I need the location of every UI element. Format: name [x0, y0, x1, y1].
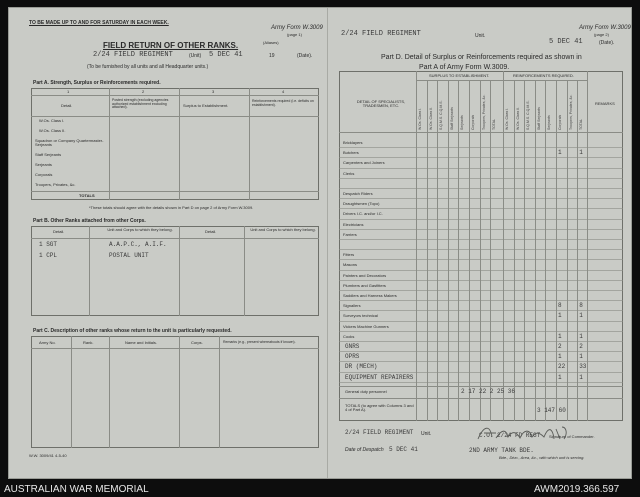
part-a-row: W.Os. Class I. — [39, 118, 65, 123]
part-b-head-detail-2: Detail. — [205, 229, 217, 234]
form-title: FIELD RETURN OF OTHER RANKS. — [103, 41, 239, 50]
part-d-row-label: EQUIPMENT REPAIRERS — [345, 373, 414, 381]
part-d-totals-label: TOTALS (to agree with Columns 3 and 4 of Part A). — [345, 403, 414, 412]
return-date: 5 DEC 41 — [209, 51, 243, 59]
part-d-row-value: 1 — [558, 312, 562, 320]
part-a-row: Squadron or Company Quartermaster-Serjeants — [35, 138, 104, 147]
part-a-head-posted: Posted strength (excluding agencies authorized establishment excluding attached). — [112, 98, 169, 109]
part-d-row-value: 1 — [558, 373, 562, 381]
part-d-row-label: Electricians — [343, 221, 364, 227]
grid-column-line — [427, 80, 428, 421]
part-a-row: Serjeants — [35, 162, 52, 167]
date-label: (Date). — [297, 53, 313, 59]
attached-unit: A.A.P.C., A.I.F. — [109, 241, 167, 248]
part-b-title: Part B. Other Ranks attached from other Corps. — [33, 218, 146, 224]
furnish-note: (To be furnished by all units and all Headquarter units.) — [87, 64, 209, 70]
signoff-co-label: Signature of Commander. — [549, 434, 595, 439]
part-d-row-label: DR (MECH) — [345, 363, 378, 371]
surplus-rank-header: W.Os. Class II. — [428, 106, 433, 130]
part-d-row-value: 8 — [579, 302, 583, 310]
part-d-row-label: Draughtsmen (Topo) — [343, 201, 380, 207]
grid-column-line — [469, 80, 470, 421]
general-duty-label: General duty personnel — [345, 389, 387, 394]
unit-label-right: Unit. — [475, 33, 486, 39]
part-d-row-value: 1 — [579, 373, 583, 381]
part-d-row-label: Bricklayers — [343, 140, 363, 145]
part-d-row-label: Masons — [343, 262, 358, 268]
grid-column-line — [437, 80, 438, 421]
part-c-head-corps: Corps. — [191, 340, 203, 345]
reinf-rank-header: Staff Serjeants — [536, 107, 541, 130]
part-a-head-detail: Detail. — [61, 103, 73, 108]
part-d-row-value: 1 — [558, 353, 562, 361]
grid-row-line — [339, 229, 623, 230]
grid-row-line — [339, 280, 623, 281]
part-d-remarks-head: REMARKS — [595, 101, 615, 106]
reinf-rank-header: W.Os. Class I. — [505, 107, 509, 130]
part-d-row-value: 22 — [558, 363, 566, 371]
part-a-head-surplus: Surplus to Establishment. — [183, 103, 229, 108]
grid-row-line — [339, 259, 623, 260]
part-d-row-label: Clerks — [343, 170, 355, 176]
part-d-row-label: OPRS — [345, 353, 360, 361]
part-a-col-1: 1 — [67, 89, 70, 94]
surplus-rank-header: Corporals — [471, 114, 475, 130]
grid-row-line — [339, 178, 623, 179]
form-number-right: Army Form W.3009 — [579, 25, 631, 31]
grid-row-line — [339, 290, 623, 291]
general-duty-values: 2 17 22 2 25 36 — [461, 388, 516, 395]
grid-row-line — [339, 351, 623, 352]
part-d-row-label: Butchers — [343, 150, 359, 156]
part-d-row-value: 1 — [579, 332, 583, 340]
part-d-row-label: Carpenters and Joiners — [343, 160, 385, 166]
part-a-col-2: 2 — [142, 89, 145, 94]
grid-row-line — [339, 310, 623, 311]
part-a-totals-label: TOTALS — [79, 193, 95, 198]
part-d-row-value: 8 — [558, 302, 562, 310]
dispatch-date: 5 DEC 41 — [389, 446, 418, 453]
grid-column-line — [458, 80, 459, 421]
surplus-rank-header: Serjeants — [460, 115, 465, 130]
part-d-row-label: Drivers I.C. and/or I.C. — [343, 211, 383, 217]
part-d-row-label: Signallers — [343, 303, 361, 309]
grid-row-line — [339, 372, 623, 373]
part-c-head-rank: Rank. — [83, 340, 94, 345]
grid-row-line — [339, 188, 623, 189]
grid-column-line — [535, 80, 536, 421]
part-a-note: *These totals should agree with the details shown in Part D on page 2 of Army Form W.3009. — [89, 205, 254, 210]
part-a-col-3: 3 — [212, 89, 215, 94]
part-c-head-name: Name and Initials. — [125, 340, 158, 345]
form-sheet — [8, 7, 632, 479]
signoff-co: C.O. 2/24 FD REGT — [479, 432, 541, 439]
part-d-surplus-head: SURPLUS TO ESTABLISHMENT. — [429, 73, 490, 78]
part-d-row-value: 1 — [558, 149, 562, 157]
part-d-row-label: Surveyors technical — [343, 313, 378, 319]
grid-row-line — [339, 157, 623, 158]
reinf-rank-header: Troopers, Privates, &c. — [568, 94, 573, 130]
grid-column-line — [567, 80, 568, 421]
part-c-head-army-no: Army No. — [39, 340, 56, 345]
grid-column-line — [514, 80, 515, 421]
part-a-row: Staff Serjeants — [35, 152, 62, 157]
part-b-head-unit-2: Unit and Corps to which they belong. — [250, 227, 316, 232]
attached-detail: 1 SGT — [39, 241, 58, 248]
serving-with-label: Bde., Divn., Area, &c., with which unit is serving. — [499, 455, 585, 460]
grid-column-line — [524, 80, 525, 421]
part-d-row-value: 2 — [579, 343, 583, 350]
surplus-rank-header: Staff Serjeants — [449, 107, 454, 130]
unit-name: 2/24 FIELD REGIMENT — [93, 51, 173, 59]
grid-row-line — [339, 382, 623, 383]
page-number-right: (page 2) — [594, 32, 609, 37]
grid-column-line — [490, 80, 491, 421]
grid-row-line — [339, 341, 623, 342]
footer-institution: AUSTRALIAN WAR MEMORIAL — [4, 484, 149, 495]
part-d-row-label: Vickers Machine Gunners — [343, 323, 389, 329]
part-d-row-value: 1 — [579, 353, 583, 361]
reinf-rank-header: Corporals — [558, 114, 562, 130]
part-d-title: Part D. Detail of Surplus or Reinforcements required as shown in — [381, 54, 582, 61]
grid-row-line — [339, 270, 623, 271]
part-a-col-4: 4 — [282, 89, 285, 94]
surplus-rank-header: W.Os. Class I. — [418, 107, 422, 130]
part-d-row-label: Despatch Riders — [343, 191, 373, 196]
surplus-rank-header: Troopers, Privates, &c. — [481, 94, 486, 130]
part-b-head-unit: Unit and Corps to which they belong. — [107, 227, 173, 232]
archive-footer — [0, 483, 640, 497]
part-a-row: Troopers, Privates, &c. — [35, 182, 76, 187]
page-number-left: (page 1) — [287, 32, 302, 37]
dispatch-label: Date of Despatch — [345, 447, 384, 453]
grid-column-line — [480, 80, 481, 421]
part-d-detail-head: DETAIL OF SPECIALISTS, TRADESMEN, ETC. — [356, 99, 406, 108]
grid-row-line — [339, 331, 623, 332]
part-d-totals-values: 3 147 60 — [537, 407, 566, 414]
attached-unit: POSTAL UNIT — [109, 252, 149, 259]
grid-column-line — [545, 80, 546, 421]
part-d-row-label: Plumbers and Gasfitters — [343, 282, 386, 288]
part-d-row-label: Farriers — [343, 231, 357, 237]
part-d-title-2: Part A of Army Form W.3009. — [419, 64, 510, 71]
part-d-row-label: Painters and Decorators — [343, 272, 387, 278]
serving-with: 2ND ARMY TANK BDE. — [469, 447, 534, 454]
grid-row-line — [339, 239, 623, 240]
grid-row-line — [339, 249, 623, 250]
part-d-row-label: Saddlers and Harness Makers — [343, 293, 397, 298]
reinf-rank-header: S.Q.M.S. C.Q.M.S. — [526, 100, 531, 130]
grid-row-line — [339, 300, 623, 301]
attached-detail: 1 CPL — [39, 252, 58, 259]
signoff-unit-label: Unit. — [421, 431, 432, 437]
grid-column-line — [577, 80, 578, 421]
grid-row-line — [339, 321, 623, 322]
part-d-row-label: Cooks — [343, 333, 355, 339]
part-c-title: Part C. Description of other ranks whose return to the unit is particularly requested. — [33, 328, 232, 334]
reinf-rank-header: TOTAL — [579, 119, 584, 130]
unit-name-right: 2/24 FIELD REGIMENT — [341, 30, 421, 38]
reinf-rank-header: W.Os. Class II. — [515, 106, 520, 130]
part-d-row-label: Fitters — [343, 252, 355, 258]
form-number-left: Army Form W.3009 — [271, 25, 323, 31]
part-b-head-detail: Detail. — [53, 229, 65, 234]
part-d-row-value: 1 — [579, 149, 583, 157]
surplus-rank-header: TOTAL — [492, 119, 497, 130]
footer-accession: AWM2019.366.597 — [534, 484, 620, 495]
grid-row-line — [339, 208, 623, 209]
part-b-table — [31, 226, 319, 316]
center-fold — [327, 8, 328, 478]
grid-row-line — [339, 219, 623, 220]
unit-label: (Unit) — [189, 53, 202, 59]
part-d-row-value: 1 — [558, 332, 562, 340]
reinf-rank-header: Serjeants — [547, 115, 552, 130]
commander-signature — [474, 423, 574, 443]
grid-column-line — [448, 80, 449, 421]
part-c-table — [31, 336, 319, 448]
printer-mark: W.W. 3009/41 4-5-40 — [29, 453, 67, 458]
part-a-title: Part A. Strength, Surplus or Reinforcements required. — [33, 80, 161, 86]
part-a-head-reinf: Reinforcements required (i.e. deficits on establishment). — [252, 99, 314, 107]
surplus-rank-header: S.Q.M.S. C.Q.M.S. — [439, 100, 444, 130]
part-a-row: W.Os. Class II. — [39, 128, 66, 133]
part-d-row-label: GNRS — [345, 343, 360, 350]
grid-row-line — [339, 147, 623, 148]
aliases-label: (Aliases) — [263, 40, 279, 45]
part-c-head-remarks: Remarks (e.g., present whereabouts if known). — [223, 340, 296, 344]
weekly-notice: TO BE MADE UP TO AND FOR SATURDAY IN EACH WEEK. — [29, 20, 169, 26]
return-date-right: 5 DEC 41 — [549, 38, 583, 46]
date-year: 19 — [269, 53, 275, 59]
part-a-row: Corporals — [35, 172, 53, 177]
date-label-right: (Date). — [599, 40, 615, 46]
part-d-row-value: 1 — [579, 312, 583, 320]
part-d-row-value: 2 — [558, 343, 562, 350]
grid-column-line — [556, 80, 557, 421]
part-d-row-value: 33 — [579, 363, 587, 371]
grid-row-line — [339, 168, 623, 169]
grid-row-line — [339, 198, 623, 199]
grid-row-line — [339, 361, 623, 362]
part-d-reinf-head: REINFORCEMENTS REQUIRED. — [513, 73, 574, 78]
signoff-unit: 2/24 FIELD REGIMENT — [345, 429, 414, 436]
